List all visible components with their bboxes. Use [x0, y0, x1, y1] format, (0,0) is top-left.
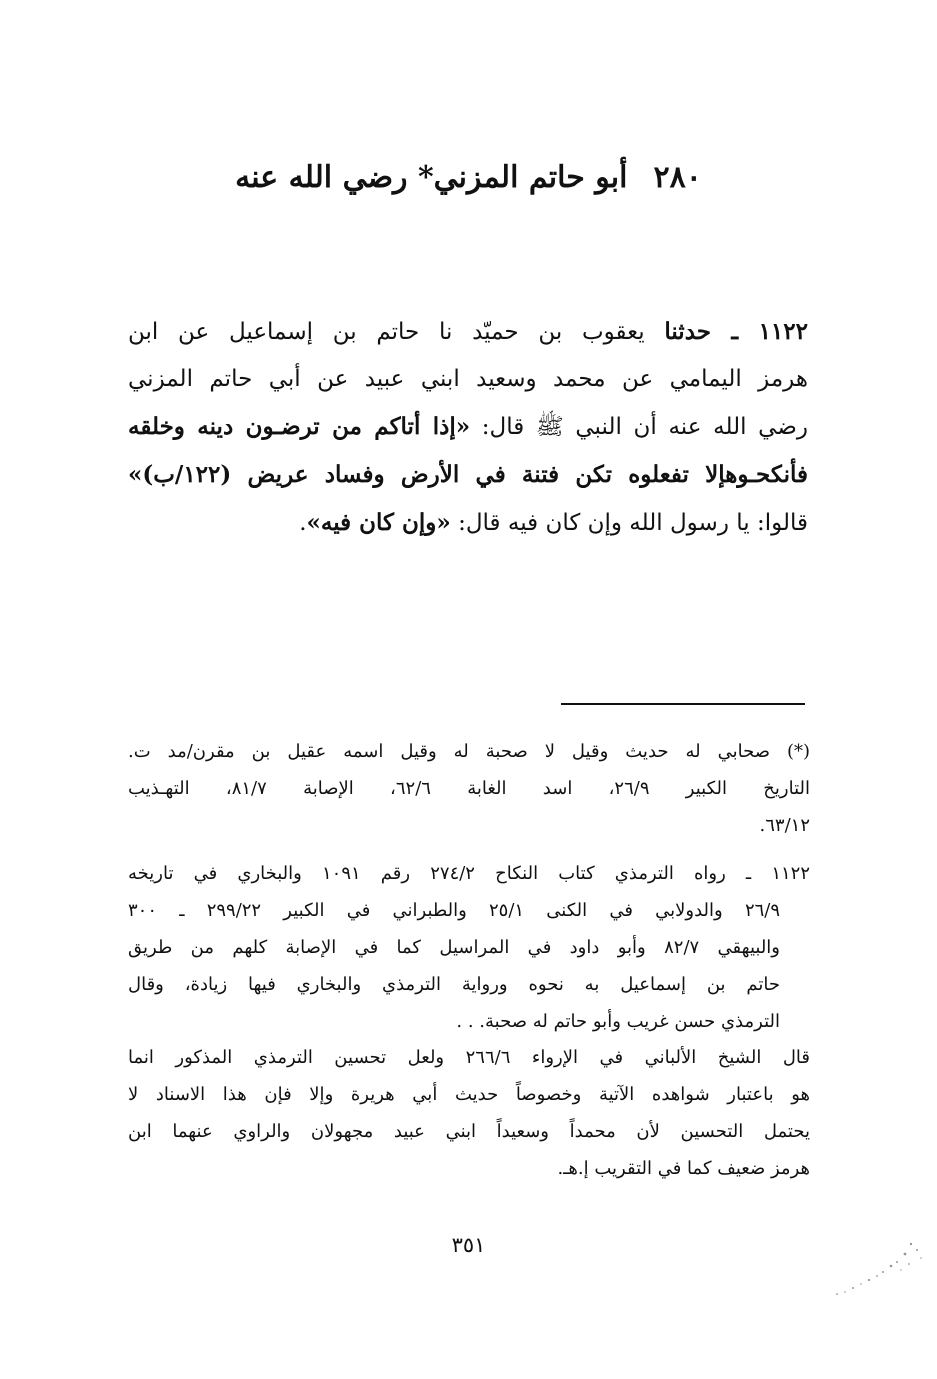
- hadith-bold-text: «إذا أتاكم من ترضـون دينه وخلقه: [128, 413, 471, 440]
- footnote-line: التاريخ الكبير ٢٦/٩، اسد الغابة ٦٢/٦، الإصابة ٨١/٧، التهـذيب: [128, 777, 810, 799]
- hadith-text-run: يعقوب بن حميّد نا حاتم بن إسماعيل عن ابن: [128, 319, 665, 345]
- footnote-line: والبيهقي ٨٢/٧ وأبو داود في المراسيل كما في الإصابة كلهم من طريق: [128, 936, 780, 958]
- hadith-text-run: رضي الله عنه أن النبي ﷺ قال:: [470, 414, 808, 440]
- footnote-line: الترمذي حسن غريب وأبو حاتم له صحبة. . .: [456, 1010, 780, 1032]
- footnote-star: [128, 734, 810, 844]
- footnote-line: هرمز ضعيف كما في التقريب إ.هـ.: [557, 1157, 810, 1179]
- footnote-line: قال الشيخ الألباني في الإرواء ٢٦٦/٦ ولعل تحسين الترمذي المذكور انما: [128, 1047, 810, 1069]
- hadith-text-run: هرمز اليمامي عن محمد وسعيد ابني عبيد عن أبي حاتم المزني: [128, 366, 808, 392]
- footnote-line: ٢٦/٩ والدولابي في الكنى ٢٥/١ والطبراني في الكبير ٢٩٩/٢٢ ـ ٣٠٠: [128, 900, 781, 922]
- footnote-1122: [128, 856, 810, 1187]
- footnote-line: ٦٣/١٢.: [759, 814, 810, 836]
- footnote-line: (*) صحابي له حديث وقيل لا صحبة له وقيل اسمه عقيل بن مقرن/مد ت.: [128, 741, 810, 762]
- chapter-number: ٢٨٠: [653, 160, 702, 195]
- hadith-bold-text: ١١٢٢ ـ حدثنا: [664, 318, 808, 345]
- footnote-line: هو باعتبار شواهده الآتية وخصوصاً حديث أبي هريرة وإلا فإن هذا الاسناد لا: [128, 1084, 810, 1106]
- scan-noise-mark: [807, 1236, 927, 1306]
- hadith-line: [128, 499, 808, 547]
- chapter-heading: أبو حاتم المزني* رضي الله عنه: [235, 160, 628, 195]
- hadith-line: [128, 308, 808, 356]
- footnote-divider: [561, 703, 805, 705]
- hadith-line: [128, 451, 808, 499]
- hadith-text-run: قالوا: يا رسول الله وإن كان فيه قال:: [450, 510, 808, 536]
- footnotes: [128, 734, 810, 1188]
- page-number: ٣٥١: [451, 1233, 486, 1257]
- footnote-line: ١١٢٢ ـ رواه الترمذي كتاب النكاح ٢٧٤/٢ رقم ١٠٩١ والبخاري في تاريخه: [128, 863, 810, 885]
- hadith-bold-text: فأنكحـوهإلا تفعلوه تكن فتنة في الأرض وفساد عريض (١٢٢/ب)»: [128, 461, 808, 488]
- hadith-line: [128, 356, 808, 403]
- footnote-line: حاتم بن إسماعيل به نحوه ورواية الترمذي والبخاري فيها زيادة، وقال: [128, 973, 780, 995]
- hadith-bold-text: «وإن كان فيه»: [306, 509, 451, 536]
- chapter-title: [0, 160, 937, 195]
- hadith-text-run: .: [299, 510, 307, 536]
- hadith-text: [128, 308, 808, 547]
- hadith-line: [128, 403, 808, 451]
- footnote-line: يحتمل التحسين لأن محمداً وسعيداً ابني عبيد مجهولان والراوي عنهما ابن: [128, 1120, 810, 1142]
